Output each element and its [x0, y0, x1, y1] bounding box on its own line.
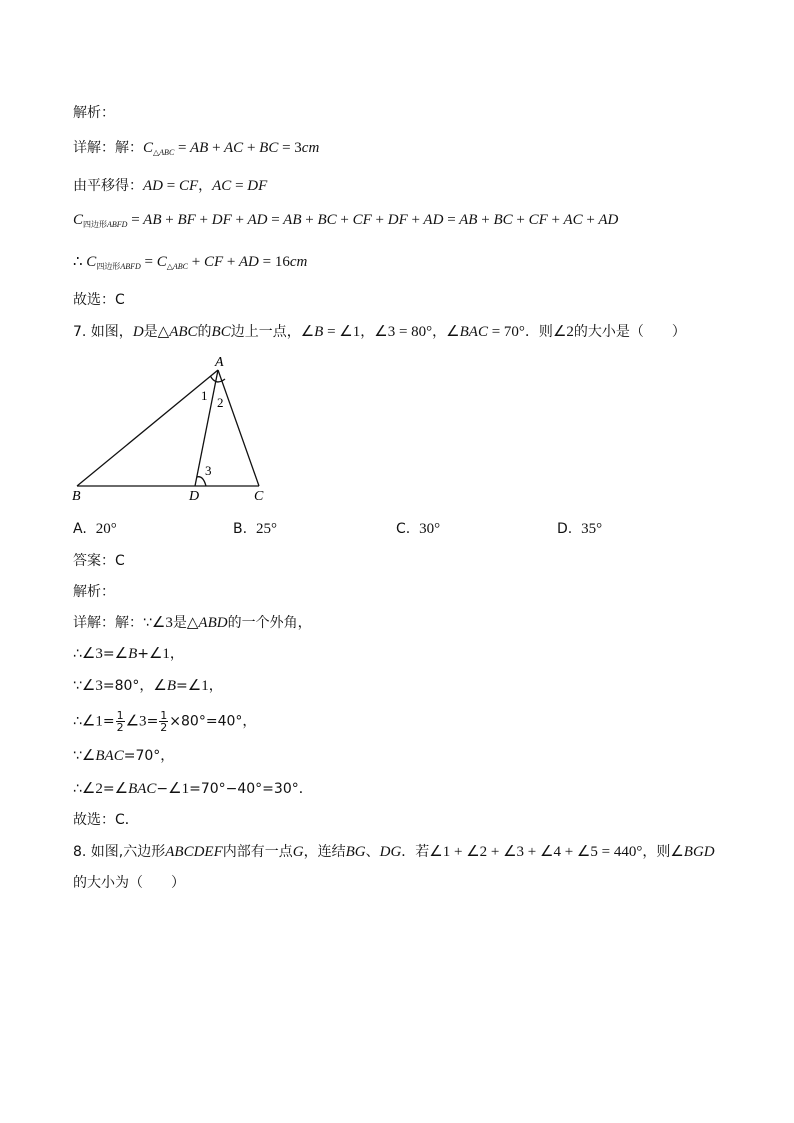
vertex-label-d: D: [189, 489, 200, 504]
solution-line-6: ∴∠2=∠BAC−∠1=70°−40°=30°．: [73, 781, 313, 797]
option-a-value: 20°: [95, 521, 117, 537]
solution-line-4: ∴∠1= $\frac{1}{2}$ ∠3= $\frac{1}{2}$ ×80°=40°，: [73, 709, 257, 734]
therefore-perimeter-line: ∴ $C_{四边形ABFD} = C_{\triangle ABC}$ + CF + AD = 16cm: [73, 254, 308, 271]
solution-line-3: ∵∠3=80°，∠B=∠1，: [73, 678, 223, 694]
angle-label-3: 3: [205, 463, 212, 478]
option-d-letter: D.: [557, 521, 573, 537]
option-b-value: 25°: [255, 521, 277, 537]
option-a-letter: A.: [73, 521, 87, 537]
vertex-label-a: A: [215, 355, 224, 370]
question-7-stem: 7. 如图，D是△ABC的BC边上一点，∠B = ∠1，∠3 = 80°，∠BAC = 70°．则∠2的大小是（ ）: [73, 324, 686, 340]
angle-label-1: 1: [201, 388, 208, 403]
answer-choice-line: 故选：C: [73, 292, 125, 308]
option-b[interactable]: [233, 520, 277, 538]
analysis-heading: 解析：: [73, 105, 115, 121]
option-b-letter: B.: [233, 521, 248, 537]
option-d-value: 35°: [581, 521, 603, 537]
detail-line-perimeter-abc: 详解：解：$C_{\triangle ABC}$ = AB + AC + BC = 3cm: [73, 140, 320, 157]
option-a[interactable]: [73, 520, 117, 538]
quadrilateral-perimeter-line: $C_{四边形ABFD}$ = AB + BF + DF + AD = AB + BC + CF + DF + AD = AB + BC + CF + AC + AD: [73, 212, 619, 229]
segment-ac: [218, 370, 259, 486]
choice-line: 故选：C．: [73, 812, 139, 828]
vertex-label-b: B: [72, 489, 81, 504]
question-8-stem-continued: 的大小为（ ）: [73, 875, 185, 891]
solution-line-5: ∵∠BAC=70°，: [73, 748, 175, 764]
option-d[interactable]: [557, 520, 602, 538]
option-c-letter: C.: [396, 521, 411, 537]
answer-line: 答案：C: [73, 553, 125, 569]
analysis-heading-2: 解析：: [73, 584, 115, 600]
angle-arc-a: [211, 376, 226, 382]
question-8-stem: 8. 如图,六边形ABCDEF内部有一点G，连结BG、DG．若∠1 + ∠2 + ∠3 + ∠4 + ∠5 = 440°，则∠BGD: [73, 844, 715, 860]
angle-label-2: 2: [217, 395, 224, 410]
angle-arc-3: [197, 477, 206, 486]
solution-line-2: ∴∠3=∠B+∠1，: [73, 646, 184, 662]
vertex-label-c: C: [254, 489, 264, 504]
segment-ab: [77, 370, 218, 486]
translation-line: 由平移得：AD = CF，AC = DF: [73, 178, 268, 194]
option-c[interactable]: [396, 520, 440, 538]
solution-line-1: 详解：解：∵∠3是△ABD的一个外角，: [73, 615, 312, 631]
option-c-value: 30°: [419, 521, 441, 537]
triangle-figure: [60, 352, 290, 508]
